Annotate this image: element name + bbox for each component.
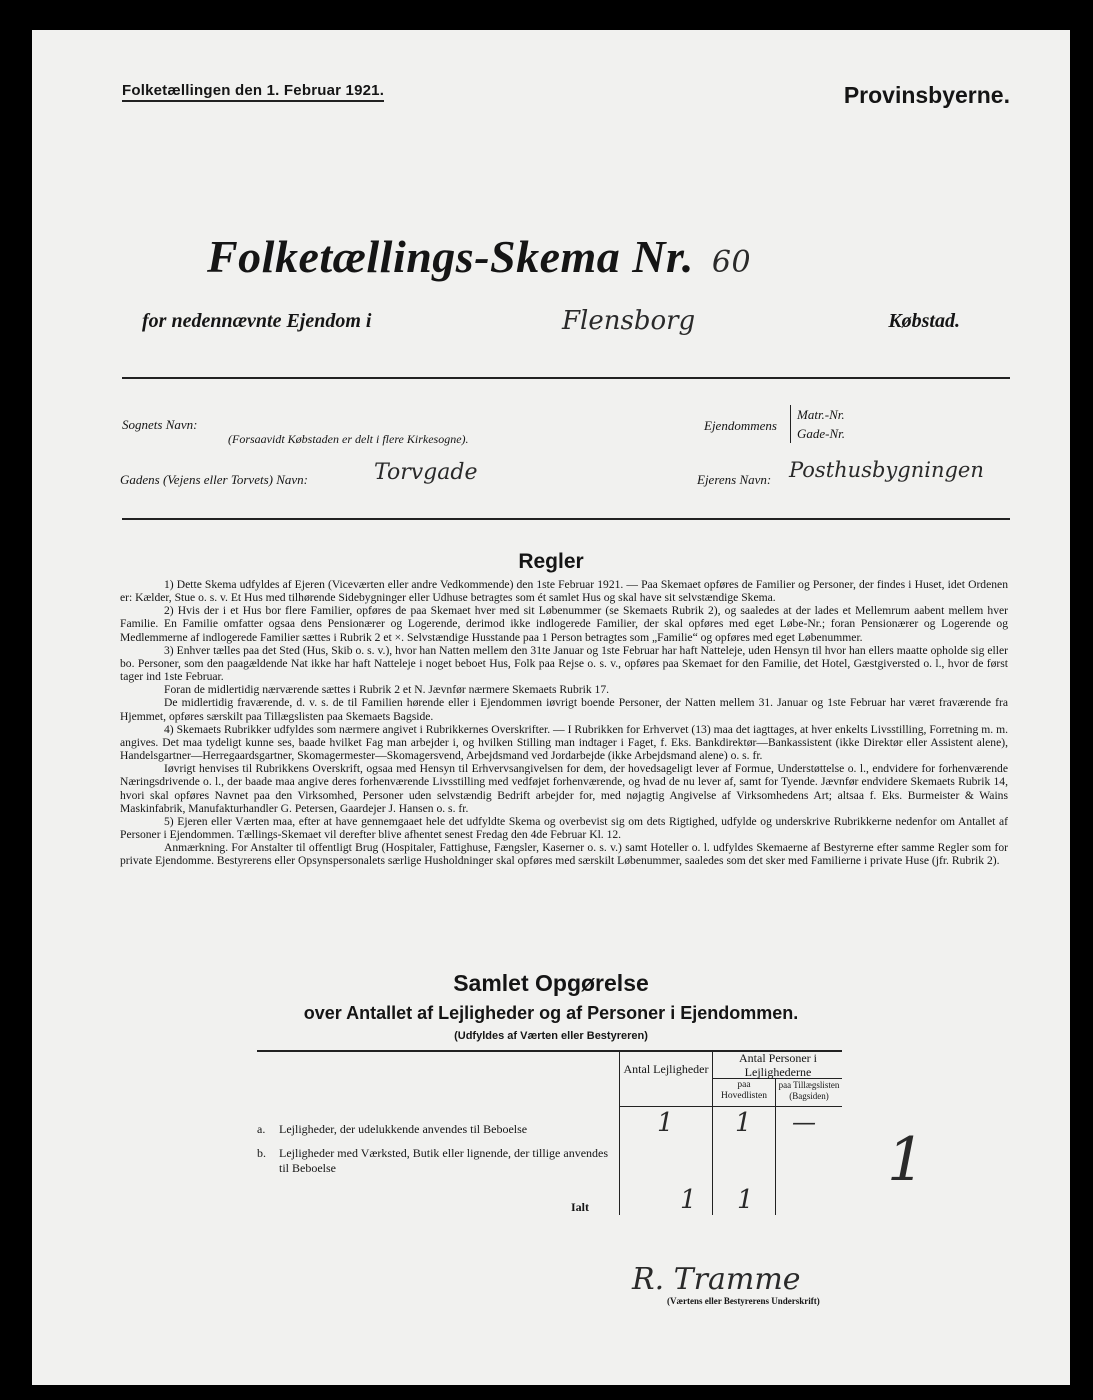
divider-middle — [122, 518, 1010, 520]
ejendom-label: Ejendommens — [704, 418, 777, 433]
rule-paragraph: 5) Ejeren eller Værten maa, efter at have gennemgaaet hele det udfyldte Skema og overbevist sig om dets Rigtighed, udfylde og underskrive Rubrikkerne nedenfor om Antallet af Personer i Ejendommen. Tællings-Skemaet vil derefter blive afhentet senest Fredag den 4de Februar Kl. 12. — [120, 814, 1008, 841]
sogn-note: (Forsaavidt Købstaden er delt i flere Kirkesogne). — [228, 432, 469, 446]
ejendom-bracket — [790, 405, 845, 443]
col-hoved-header: paa Hovedlisten — [721, 1080, 767, 1101]
summary-table — [257, 1050, 842, 1220]
row-b-label: Lejligheder med Værksted, Butik eller lignende, der tillige anvendes til Beboelse — [279, 1146, 609, 1175]
rule-paragraph: 1) Dette Skema udfyldes af Ejeren (Viceværten eller andre Vedkommende) den 1ste Februar 1921. — Paa Skemaet opføres de Familier og Personer, der findes i Huset, idet Ordenen er: Kælder, Stue o. s. v. Et Hus med tilhørende Sidebygninger eller Udhuse betragtes som ét samlet Hus og skal have sit selvstændige Skema. — [120, 578, 1008, 605]
sogn-label: Sognets Navn: — [122, 417, 198, 432]
divider-top — [122, 377, 1010, 379]
rule-paragraph: 2) Hvis der i et Hus bor flere Familier, opføres de paa Skemaet hver med sit Løbenummer (se Skemaets Rubrik 2), og saaledes at der lades et Mellemrum aabent mellem hver Familie. En Familie omfatter ogsaa dens Pensionærer og Logerende, derimod ikke indlogerede Familier, der skal opføres med eget Løbe-Nr.; foran Pensionærer og Logerende og Medlemmerne af indlogerede Familier sættes i Rubrik 2 et ×. Selvstændige Husstande paa 1 Person betragtes som „Familie“ og opføres med eget Løbenummer. — [120, 604, 1008, 644]
row-a-label: Lejligheder, der udelukkende anvendes til Beboelse — [279, 1122, 528, 1136]
rules-title: Regler — [518, 550, 584, 573]
rule-paragraph: Foran de midlertidig nærværende sættes i Rubrik 2 et N. Jævnfør nærmere Skemaets Rubrik 17. — [164, 683, 610, 697]
rules-body — [120, 578, 1008, 867]
col-tillaeg-header: paa Tillægslisten (Bagsiden) — [778, 1080, 840, 1101]
gade-value: Torvgade — [374, 460, 478, 485]
form-number: 60 — [711, 245, 752, 280]
census-form-page — [32, 30, 1070, 1385]
rule-paragraph: 4) Skemaets Rubrikker udfyldes som nærmere angivet i Rubrikkernes Overskrifter. — I Rubrikken for Erhvervet (13) maa det iagttages, at hver enkelts Livsstilling, Forretning m. m. angives. Det maa tydeligt kunne ses, baade hvilket Fag man arbejder i, og hvilken Stilling man indtager i Faget, f. Eks. Bankdirektør—Bankassistent (ikke Direktør eller Assistent alene), Handelsgartner—Herregaardsgartner, Skomagermester—Skomagersvend, Arbejdsmand ved Jordarbejde (ikke Arbejdsmand alene) o. s. fr. — [120, 722, 1008, 763]
form-title-text: Folketællings-Skema Nr. — [207, 231, 694, 282]
row-a-tillaeg: — — [792, 1108, 816, 1136]
row-a-letter: a. — [257, 1122, 266, 1136]
rule-paragraph: 3) Enhver tælles paa det Sted (Hus, Skib o. s. v.), hvor han Natten mellem den 31te Januar og 1ste Februar har haft Natteleje, uden Hensyn til hvor han ellers maatte opholde sig eller bo. Personer, som den paagældende Nat ikke har haft Natteleje i noget beboet Hus, Folk paa Rejse o. s. v., opføres paa Skemaet for den Familie, det Hotel, Gæstgiversted o. l., hvor de først tager ind 1ste Februar. — [120, 643, 1008, 684]
row-a-antal: 1 — [657, 1108, 674, 1138]
rule-paragraph: Iøvrigt henvises til Rubrikkens Overskrift, ogsaa med Hensyn til Erhvervsangivelsen for dem, der hovedsageligt lever af Formue, Understøttelse o. l., endvidere for forhenværende Næringsdrivende o. l., der baade maa angive deres forhenværende Livsstilling med vedføjet forhenværende, og hvad de nu lever af, samt for Tyende. Jævnfør endvidere Skemaets Rubrik 14, hvori skal opføres Navnet paa den Virksomhed, Personer uden selvstændig Bedrift arbejder for, med nøjagtig Angivelse af Virksomhedens Art; altsaa f. Eks. Burmeister & Wains Maskinfabrik, Manufakturhandler G. Petersen, Gaardejer J. Hansen o. s. fr. — [120, 762, 1008, 815]
signature-caption: (Værtens eller Bestyrerens Underskrift) — [667, 1296, 820, 1306]
census-date-line: Folketællingen den 1. Februar 1921. — [122, 82, 384, 102]
col-antal-header: Antal Lejligheder — [623, 1062, 709, 1076]
ejer-label: Ejerens Navn: — [697, 472, 772, 487]
margin-tally-mark: 1 — [887, 1125, 926, 1195]
summary-subtitle: over Antallet af Lejligheder og af Personer i Ejendommen. — [303, 1003, 799, 1023]
ejer-value: Posthusbygningen — [789, 458, 984, 482]
total-antal: 1 — [680, 1185, 697, 1215]
matr-label: Matr.-Nr. — [797, 407, 845, 422]
row-b-letter: b. — [257, 1146, 266, 1160]
summary-note: (Udfyldes af Værten eller Bestyreren) — [454, 1030, 648, 1042]
town-name: Flensborg — [562, 306, 696, 336]
total-hoved: 1 — [737, 1185, 754, 1215]
gadenr-label: Gade-Nr. — [797, 426, 846, 441]
total-label: Ialt — [571, 1200, 589, 1214]
town-suffix: Købstad. — [888, 310, 960, 332]
row-a-hoved: 1 — [735, 1108, 752, 1138]
form-title — [207, 230, 751, 283]
rule-paragraph: De midlertidig fraværende, d. v. s. de til Familien hørende eller i Ejendommen iøvrigt boende Personer, der Natten mellem 31. Januar og 1ste Februar har været fraværende fra Hjemmet, opføres særskilt paa Tillægslisten paa Skemaets Bagside. — [120, 696, 1008, 723]
property-for-label: for nedennævnte Ejendom i — [142, 310, 372, 332]
summary-title: Samlet Opgørelse — [453, 970, 649, 996]
col-personer-header: Antal Personer i Lejlighederne — [739, 1051, 817, 1079]
region-label: Provinsbyerne. — [843, 82, 1010, 108]
signature: R. Tramme — [632, 1262, 801, 1297]
rule-paragraph: Anmærkning. For Anstalter til offentligt Brug (Hospitaler, Fattighuse, Fængsler, Kaserner o. s. v.) samt Hoteller o. l. udfyldes Skemaerne af Bestyrerne efter samme Regler som for private Ejendomme. Bestyrerens eller Opsynspersonalets særlige Husholdninger skal opføres med særskilt Løbenummer, saaledes som det sker med Familierne i private Huse (jfr. Rubrik 2). — [120, 841, 1008, 868]
gade-label: Gadens (Vejens eller Torvets) Navn: — [120, 472, 308, 487]
